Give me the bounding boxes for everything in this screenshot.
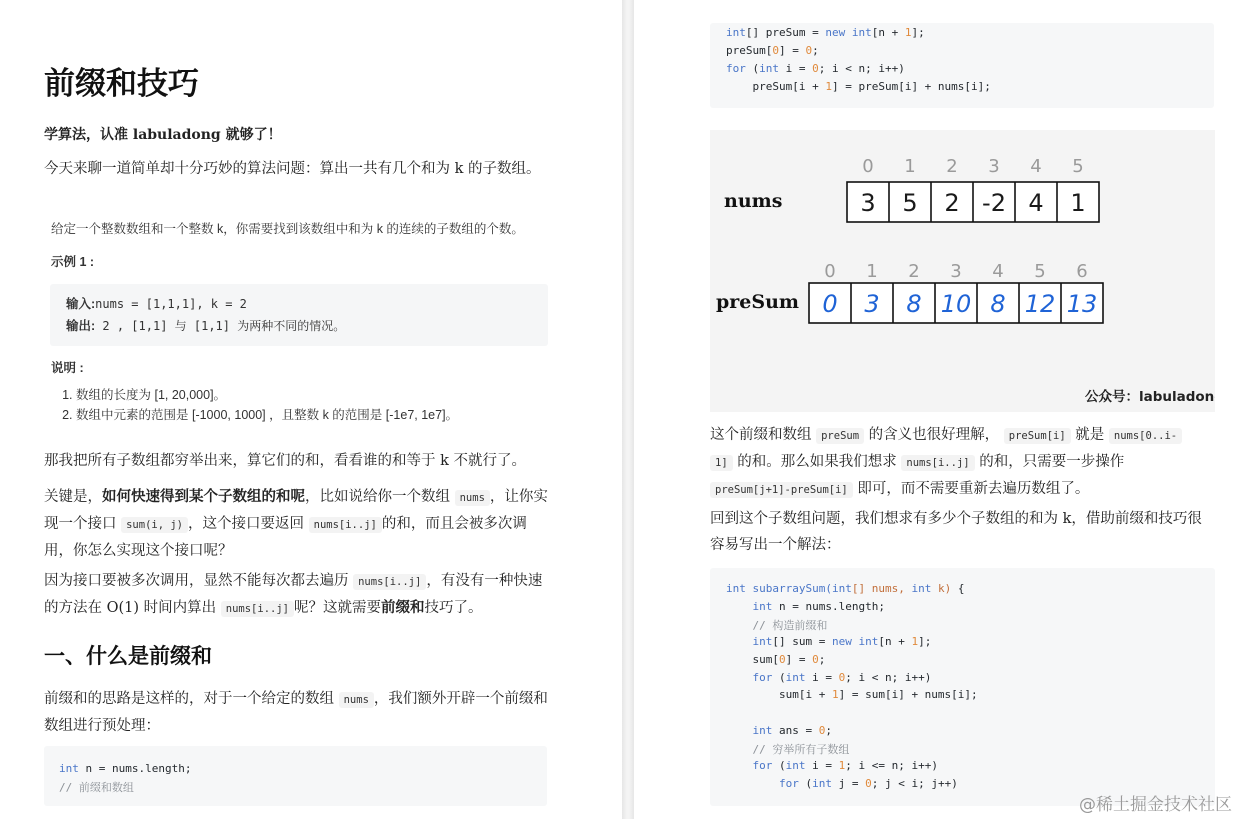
code-line: int[] sum = new int[n + 1]; — [752, 635, 932, 649]
code-line: int subarraySum(int[] nums, int k) { — [726, 582, 965, 595]
figure-credit: 公众号：labuladong — [1085, 389, 1215, 405]
section-title: 一、什么是前缀和 — [44, 643, 212, 668]
nums-cell-index: 4 — [1030, 156, 1042, 177]
presum-label: preSum — [716, 291, 800, 313]
nums-cell-value: 1 — [1070, 189, 1086, 217]
inline-code: nums[i..j] — [309, 517, 382, 533]
code-line: for (int i = 0; i < n; i++) — [726, 62, 905, 75]
nums-cell-value: -2 — [982, 189, 1006, 217]
nums-row — [847, 156, 1099, 222]
inline-code: preSum — [816, 428, 864, 444]
presum-cell-value: 13 — [1066, 290, 1098, 318]
paragraph-solution-intro: 回到这个子数组问题，我们想求有多少个子数组的和为 k，借助前缀和技巧很容易写出一个解法： — [710, 511, 1202, 553]
nums-cell-index: 5 — [1072, 156, 1084, 177]
presum-cell-value: 0 — [822, 290, 838, 318]
site-watermark: @稀土掘金技术社区 — [1079, 795, 1232, 815]
paragraph-key-question: 关键是，如何快速得到某个子数组的和呢，比如说给你一个数组 nums ，让你实现一个接口 sum(i, j) ，这个接口要返回 nums[i..j] 的和，而且会被多次调用，你怎么实现这个接口呢？ — [44, 488, 548, 559]
nums-cell-index: 1 — [904, 156, 916, 177]
inline-code: nums — [455, 490, 490, 506]
paragraph-o1: 因为接口要被多次调用，显然不能每次都去遍历 nums[i..j] ，有没有一种快速的方法在 O(1) 时间内算出 nums[i..j] 呢？这就需要前缀和技巧了。 — [44, 573, 543, 616]
paragraph-prefix-idea: 前缀和的思路是这样的，对于一个给定的数组 nums ，我们额外开辟一个前缀和数组进行预处理： — [44, 691, 548, 734]
intro-paragraph: 今天来聊一道简单却十分巧妙的算法问题：算出一共有几个和为 k 的子数组。 — [44, 161, 541, 177]
nums-cell-value: 3 — [860, 189, 876, 217]
presum-row — [809, 261, 1103, 323]
presum-cell-index: 2 — [908, 261, 920, 282]
nums-cell-value: 5 — [902, 189, 918, 217]
code-comment: // 前缀和数组 — [59, 781, 134, 794]
inline-code: nums[i..j] — [221, 601, 294, 617]
nums-cell-index: 3 — [988, 156, 1000, 177]
nums-cell-value: 4 — [1028, 189, 1044, 217]
presum-cell-index: 5 — [1034, 261, 1046, 282]
presum-cell-value: 12 — [1024, 290, 1056, 318]
code-block-solution — [710, 568, 1215, 806]
inline-code: nums[i..j] — [901, 455, 974, 471]
code-line: sum[i + 1] = sum[i] + nums[i]; — [726, 688, 978, 702]
note-item: 1. 数组的长度为 [1, 20,000]。 — [76, 385, 458, 405]
problem-statement: 给定一个整数数组和一个整数 k，你需要找到该数组中和为 k 的连续的子数组的个数。 — [51, 222, 524, 236]
code-line: int ans = 0; — [752, 723, 832, 737]
code-line: for (int i = 0; i < n; i++) — [752, 670, 932, 684]
example-output-line: 输出: 2 , [1,1] 与 [1,1] 为两种不同的情况。 — [66, 319, 346, 333]
presum-cell-index: 4 — [992, 261, 1004, 282]
example-box — [50, 284, 548, 346]
code-line: int n = nums.length; — [752, 599, 885, 613]
presum-cell-value: 8 — [906, 290, 922, 318]
code-line: for (int j = 0; j < i; j++) — [778, 776, 958, 790]
presum-cell-value: 10 — [940, 290, 972, 318]
presum-cell-index: 3 — [950, 261, 962, 282]
inline-code: nums[i..j] — [353, 574, 426, 590]
code-line: preSum[i + 1] = preSum[i] + nums[i]; — [726, 80, 991, 93]
code-line: sum[0] = 0; — [726, 652, 826, 666]
inline-code: nums[0..i- — [1109, 428, 1182, 444]
presum-cell-index: 6 — [1076, 261, 1088, 282]
code-block-presum — [710, 23, 1214, 108]
inline-code: sum(i, j) — [121, 517, 188, 533]
inline-code: nums — [339, 692, 374, 708]
inline-code: preSum[j+1]-preSum[i] — [710, 482, 853, 498]
inline-code: preSum[i] — [1004, 428, 1071, 444]
presum-cell-value: 8 — [990, 290, 1006, 318]
presum-cell-value: 3 — [864, 290, 880, 318]
example-input-line: 输入:nums = [1,1,1], k = 2 — [66, 297, 247, 311]
code-line: int[] preSum = new int[n + 1]; — [726, 26, 925, 39]
code-line: preSum[0] = 0; — [726, 44, 819, 57]
nums-cell-index: 0 — [862, 156, 874, 177]
note-item: 2. 数组中元素的范围是 [-1000, 1000] ，且整数 k 的范围是 [-1e7, 1e7]。 — [76, 405, 458, 425]
note-title: 说明 : — [51, 361, 84, 375]
paragraph-presum-meaning: 这个前缀和数组 preSum 的含义也很好理解， preSum[i] 就是 nums[0..i- 1] 的和。那么如果我们想求 nums[i..j] 的和，只需要一步操作 preSum[j+1]-preSum[i] 即可，而不需要重新去遍历数组了。 — [710, 422, 1215, 503]
intro-bold: 学算法，认准 labuladong 就够了！ — [44, 127, 282, 143]
code-line: // 穷举所有子数组 — [726, 743, 850, 757]
page-title: 前缀和技巧 — [44, 66, 199, 102]
problem-statement-box — [44, 212, 554, 434]
code-line: int n = nums.length; — [59, 762, 192, 775]
note-list — [76, 385, 458, 425]
prefix-sum-figure — [710, 130, 1215, 412]
presum-cell-index: 1 — [866, 261, 878, 282]
example-title: 示例 1 : — [51, 255, 95, 269]
inline-code: 1] — [710, 455, 733, 471]
page-gutter — [622, 0, 634, 819]
presum-cell-index: 0 — [824, 261, 836, 282]
prefix-sum-diagram — [710, 130, 1215, 412]
nums-cell-value: 2 — [944, 189, 960, 217]
nums-cell-index: 2 — [946, 156, 958, 177]
paragraph-brute-force: 那我把所有子数组都穷举出来，算它们的和，看看谁的和等于 k 不就行了。 — [44, 453, 527, 469]
code-block-left — [44, 746, 547, 806]
code-line: for (int i = 1; i <= n; i++) — [752, 759, 938, 772]
code-line: // 构造前缀和 — [726, 619, 828, 633]
right-page — [634, 0, 1240, 819]
nums-label: nums — [724, 190, 783, 212]
